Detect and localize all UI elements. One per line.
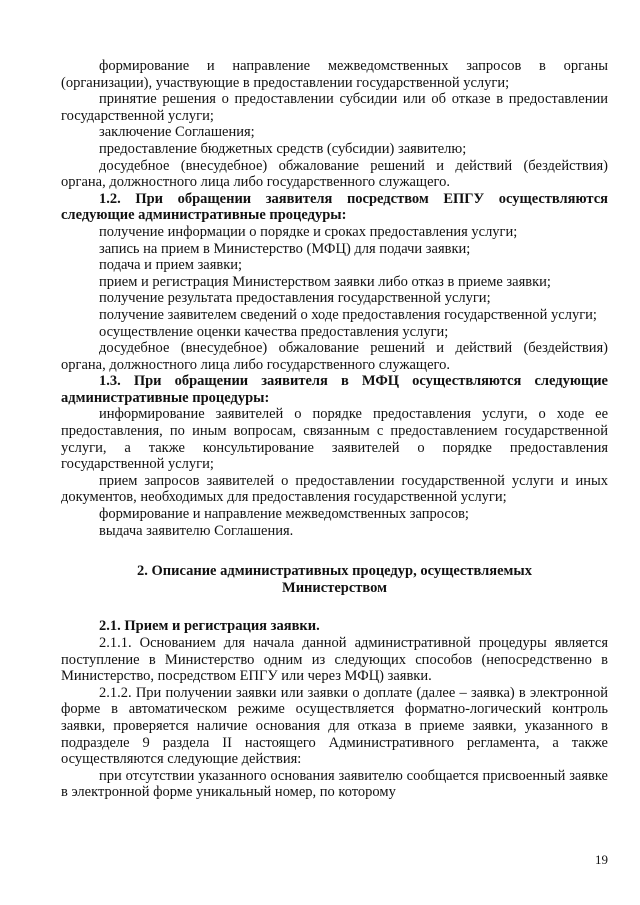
list-item: получение результата предоставления государственной услуги; bbox=[99, 290, 491, 307]
paragraph: 2.1.2. При получении заявки или заявки о доплате (далее – заявка) в электронной форме в автоматическом режиме осуществляется форматно-логический контроль заявки, проверяется наличие основания для отказа в приеме заявки, указанного в подразделе 9 раздела II настоящего Административного регламента, а также осуществляются следующие действия: bbox=[61, 684, 608, 768]
list-item: прием запросов заявителей о предоставлении государственной услуги и иных документов, необходимых для предоставления государственной услуги; bbox=[61, 472, 608, 506]
paragraph: досудебное (внесудебное) обжалование решений и действий (бездействия) органа, должностного лица либо государственного служащего. bbox=[61, 157, 608, 191]
subsection-heading-2-1: 2.1. Прием и регистрация заявки. bbox=[99, 618, 320, 635]
list-item: выдача заявителю Соглашения. bbox=[99, 522, 294, 539]
list-item: получение заявителем сведений о ходе предоставления государственной услуги; bbox=[99, 306, 597, 323]
section-heading-1-3: 1.3. При обращении заявителя в МФЦ осуществляются следующие административные процедуры: bbox=[61, 373, 608, 406]
list-item: получение информации о порядке и сроках предоставления услуги; bbox=[99, 223, 518, 240]
section-title-line2: Министерством bbox=[282, 579, 387, 596]
section-heading-1-2: 1.2. При обращении заявителя посредством ЕПГУ осуществляются следующие административные процедуры: bbox=[61, 190, 608, 224]
paragraph: предоставление бюджетных средств (субсидии) заявителю; bbox=[99, 140, 467, 157]
section-title-line1: 2. Описание административных процедур, осуществляемых bbox=[136, 563, 532, 580]
list-item: информирование заявителей о порядке предоставления услуги, о ходе ее предоставления, по иным вопросам, связанным с предоставлением государственной услуги, а также консультирование заявителей о порядке предоставления государственной услуги; bbox=[61, 406, 608, 473]
list-item: подача и прием заявки; bbox=[99, 257, 243, 274]
list-item: прием и регистрация Министерством заявки либо отказ в приеме заявки; bbox=[99, 273, 551, 290]
paragraph: заключение Соглашения; bbox=[99, 124, 255, 141]
list-item: досудебное (внесудебное) обжалование решений и действий (бездействия) органа, должностного лица либо государственного служащего. bbox=[61, 340, 608, 373]
paragraph: 2.1.1. Основанием для начала данной административной процедуры является поступление в Министерство одним из следующих способов (непосредственно в Министерство, посредством ЕПГУ или через МФЦ) заявки. bbox=[61, 635, 608, 685]
page-number: 19 bbox=[595, 852, 608, 867]
paragraph: формирование и направление межведомственных запросов в органы (организации), участвующие в предоставлении государственной услуги; bbox=[61, 58, 608, 91]
list-item: формирование и направление межведомственных запросов; bbox=[99, 506, 469, 523]
list-item: осуществление оценки качества предоставления услуги; bbox=[99, 323, 449, 340]
paragraph: при отсутствии указанного основания заявителю сообщается присвоенный заявке в электронной форме уникальный номер, по которому bbox=[61, 767, 608, 801]
list-item: запись на прием в Министерство (МФЦ) для подачи заявки; bbox=[99, 240, 471, 257]
paragraph: принятие решения о предоставлении субсидии или об отказе в предоставлении государственной услуги; bbox=[61, 91, 608, 124]
